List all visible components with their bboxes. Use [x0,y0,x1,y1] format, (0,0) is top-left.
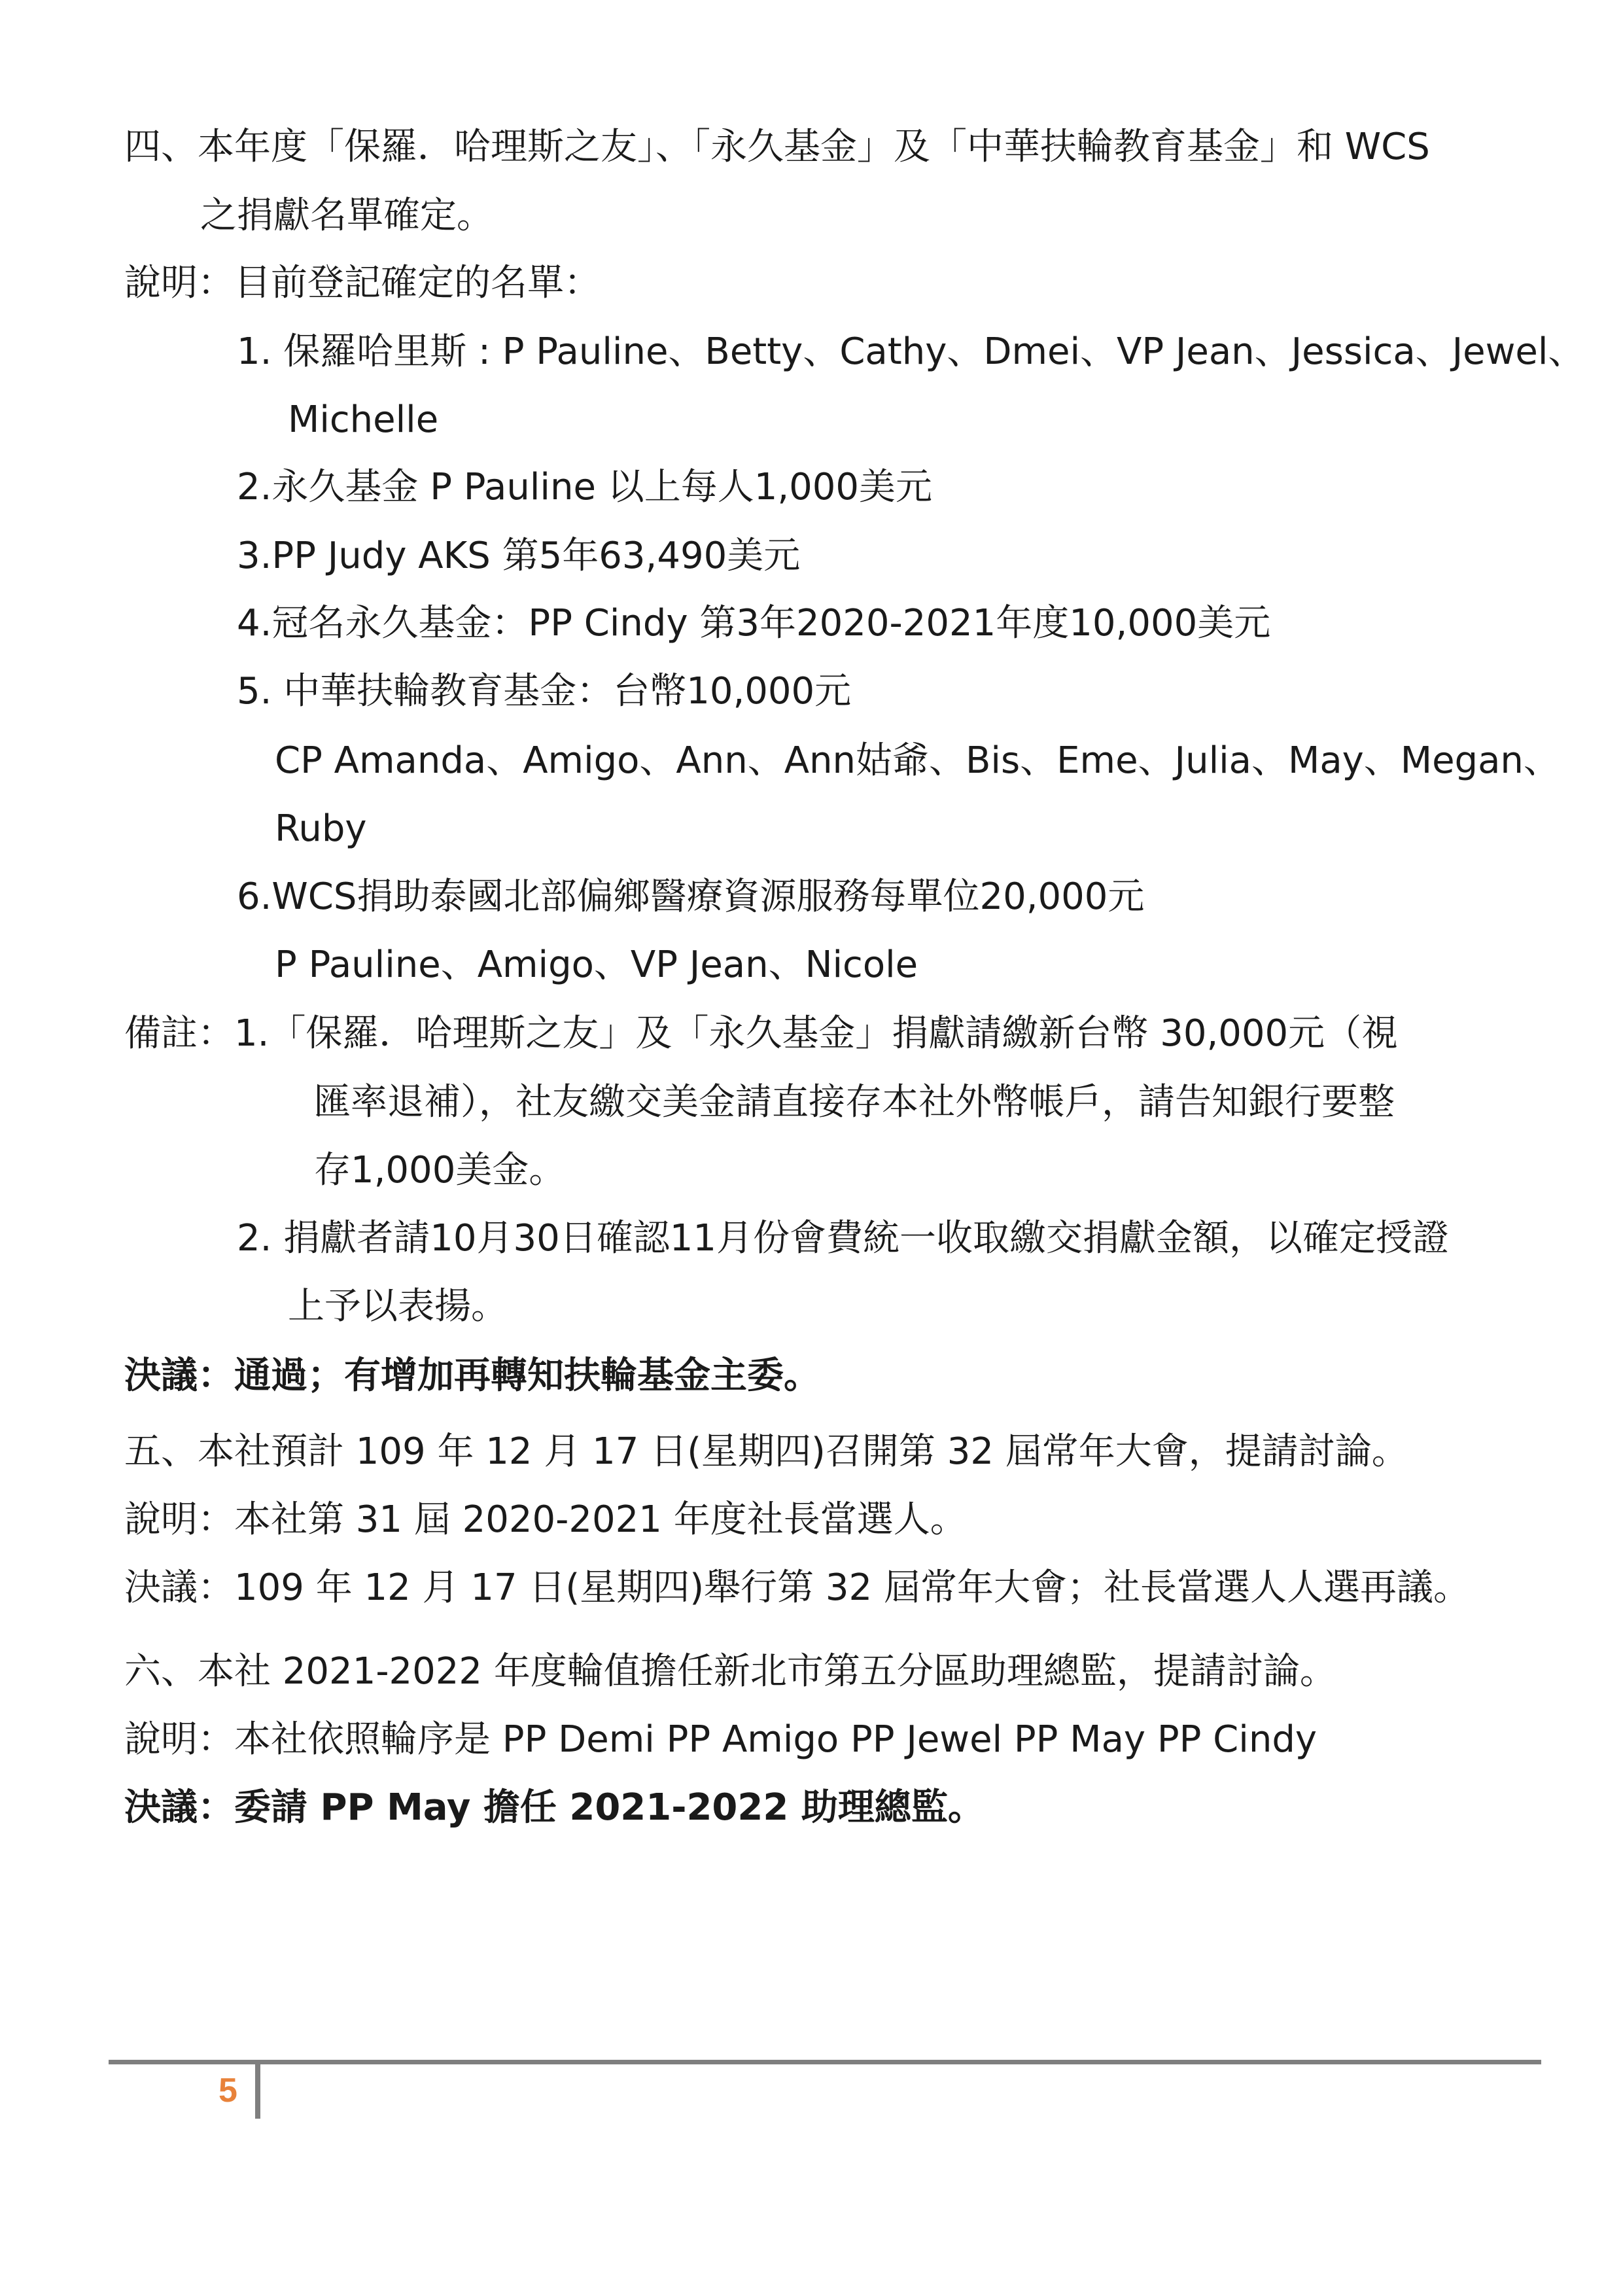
donation-item-1-line1: 1. 保羅哈里斯 : P Pauline、Betty、Cathy、Dmei、VP Jean、Jessica、Jewel、 [237,330,1585,373]
section4-resolution: 決議：通過；有增加再轉知扶輪基金主委。 [124,1354,820,1397]
donation-item-6-line1: 6.WCS捐助泰國北部偏鄉醫療資源服務每單位20,000元 [237,875,1145,918]
note-1-line2: 匯率退補），社友繳交美金請直接存本社外幣帳戶，請告知銀行要整 [314,1081,1395,1123]
footer-rule [109,2060,1541,2064]
donation-item-5-line2: CP Amanda、Amigo、Ann、Ann姑爺、Bis、Eme、Julia、May、Megan、 [275,739,1560,782]
note-2-line1: 2. 捐獻者請10月30日確認11月份會費統一收取繳交捐獻金額，以確定授證 [237,1217,1450,1260]
section4-desc: 說明：目前登記確定的名單： [124,262,601,304]
section5-resolution: 決議：109 年 12 月 17 日(星期四)舉行第 32 屆常年大會；社長當選人人選再議。 [124,1566,1470,1609]
section4-title-line1: 四、本年度「保羅．哈理斯之友」、「永久基金」及「中華扶輪教育基金」和 WCS [124,126,1430,168]
donation-item-5-line3: Ruby [275,807,367,850]
donation-item-1-line2: Michelle [288,398,439,441]
donation-item-4: 4.冠名永久基金：PP Cindy 第3年2020-2021年度10,000美元 [237,602,1271,645]
page-number: 5 [218,2072,237,2110]
section5-title: 五、本社預計 109 年 12 月 17 日(星期四)召開第 32 屆常年大會，提請討論。 [124,1430,1408,1473]
section6-resolution: 決議：委請 PP May 擔任 2021-2022 助理總監。 [124,1786,985,1829]
donation-item-3: 3.PP Judy AKS 第5年63,490美元 [237,535,801,577]
section6-title: 六、本社 2021-2022 年度輪值擔任新北市第五分區助理總監，提請討論。 [124,1650,1336,1693]
donation-item-5-line1: 5. 中華扶輪教育基金：台幣10,000元 [237,670,852,713]
note-1-line1: 備註：1.「保羅．哈理斯之友」及「永久基金」捐獻請繳新台幣 30,000元（視 [124,1012,1399,1055]
note-2-line2: 上予以表揚。 [288,1285,508,1328]
section4-title-line2: 之捐獻名單確定。 [200,194,493,237]
donation-item-2: 2.永久基金 P Pauline 以上每人1,000美元 [237,466,933,508]
note-1-line3: 存1,000美金。 [314,1149,566,1192]
section6-desc: 說明：本社依照輪序是 PP Demi PP Amigo PP Jewel PP May PP Cindy [124,1718,1318,1761]
footer-divider [255,2060,260,2119]
section5-desc: 說明：本社第 31 屆 2020-2021 年度社長當選人。 [124,1498,967,1541]
donation-item-6-line2: P Pauline、Amigo、VP Jean、Nicole [275,944,918,986]
